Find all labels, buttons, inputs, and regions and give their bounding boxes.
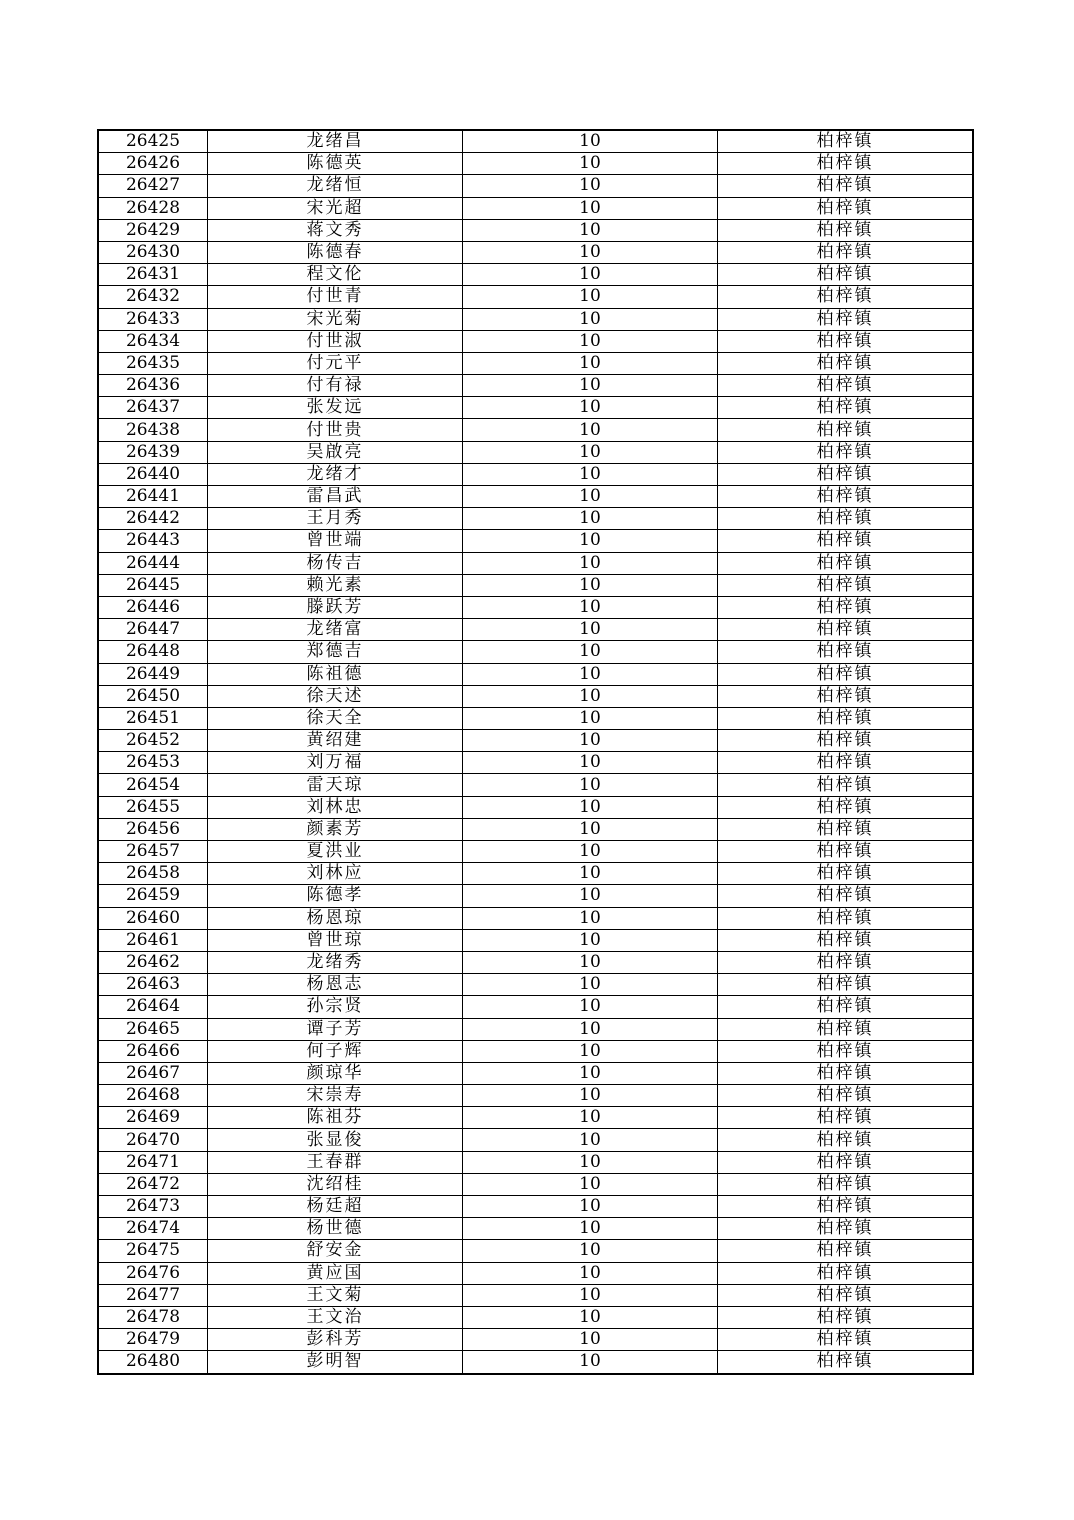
cell-town: 柏梓镇 xyxy=(718,241,974,263)
cell-amount: 10 xyxy=(463,1129,718,1151)
cell-town: 柏梓镇 xyxy=(718,1085,974,1107)
table-row xyxy=(98,153,973,175)
cell-id: 26463 xyxy=(98,974,208,996)
cell-name: 程文伦 xyxy=(208,264,463,286)
cell-id: 26450 xyxy=(98,685,208,707)
cell-name: 滕跃芳 xyxy=(208,596,463,618)
cell-name: 陈祖德 xyxy=(208,663,463,685)
table-row xyxy=(98,264,973,286)
cell-amount: 10 xyxy=(463,308,718,330)
cell-town: 柏梓镇 xyxy=(718,752,974,774)
cell-town: 柏梓镇 xyxy=(718,885,974,907)
cell-id: 26453 xyxy=(98,752,208,774)
cell-name: 曾世端 xyxy=(208,530,463,552)
cell-town: 柏梓镇 xyxy=(718,1107,974,1129)
cell-town: 柏梓镇 xyxy=(718,463,974,485)
table-row xyxy=(98,1218,973,1240)
cell-id: 26456 xyxy=(98,818,208,840)
cell-town: 柏梓镇 xyxy=(718,996,974,1018)
cell-amount: 10 xyxy=(463,752,718,774)
cell-amount: 10 xyxy=(463,1085,718,1107)
table-row xyxy=(98,929,973,951)
cell-id: 26445 xyxy=(98,574,208,596)
cell-name: 付世贵 xyxy=(208,419,463,441)
cell-id: 26465 xyxy=(98,1018,208,1040)
table-row xyxy=(98,286,973,308)
cell-amount: 10 xyxy=(463,1173,718,1195)
cell-id: 26475 xyxy=(98,1240,208,1262)
cell-name: 孙宗贤 xyxy=(208,996,463,1018)
cell-name: 谭子芳 xyxy=(208,1018,463,1040)
table-row xyxy=(98,1196,973,1218)
cell-town: 柏梓镇 xyxy=(718,352,974,374)
cell-amount: 10 xyxy=(463,863,718,885)
cell-town: 柏梓镇 xyxy=(718,641,974,663)
cell-id: 26432 xyxy=(98,286,208,308)
cell-id: 26449 xyxy=(98,663,208,685)
cell-amount: 10 xyxy=(463,1351,718,1374)
cell-name: 郑德吉 xyxy=(208,641,463,663)
cell-id: 26464 xyxy=(98,996,208,1018)
cell-town: 柏梓镇 xyxy=(718,419,974,441)
cell-name: 付世青 xyxy=(208,286,463,308)
cell-name: 张发远 xyxy=(208,397,463,419)
cell-name: 何子辉 xyxy=(208,1040,463,1062)
cell-town: 柏梓镇 xyxy=(718,153,974,175)
table-row xyxy=(98,974,973,996)
cell-amount: 10 xyxy=(463,841,718,863)
cell-town: 柏梓镇 xyxy=(718,1173,974,1195)
table-row xyxy=(98,197,973,219)
table-row xyxy=(98,641,973,663)
cell-name: 陈祖芬 xyxy=(208,1107,463,1129)
cell-town: 柏梓镇 xyxy=(718,596,974,618)
table-row xyxy=(98,1018,973,1040)
cell-amount: 10 xyxy=(463,574,718,596)
table-row xyxy=(98,130,973,153)
cell-id: 26447 xyxy=(98,619,208,641)
table-row xyxy=(98,175,973,197)
cell-name: 曾世琼 xyxy=(208,929,463,951)
cell-town: 柏梓镇 xyxy=(718,907,974,929)
cell-id: 26438 xyxy=(98,419,208,441)
cell-name: 杨廷超 xyxy=(208,1196,463,1218)
cell-town: 柏梓镇 xyxy=(718,441,974,463)
cell-amount: 10 xyxy=(463,1284,718,1306)
cell-amount: 10 xyxy=(463,1040,718,1062)
cell-id: 26479 xyxy=(98,1329,208,1351)
cell-name: 吴啟亮 xyxy=(208,441,463,463)
cell-town: 柏梓镇 xyxy=(718,175,974,197)
cell-amount: 10 xyxy=(463,907,718,929)
cell-name: 杨恩志 xyxy=(208,974,463,996)
cell-name: 龙绪秀 xyxy=(208,951,463,973)
cell-amount: 10 xyxy=(463,419,718,441)
cell-town: 柏梓镇 xyxy=(718,796,974,818)
cell-amount: 10 xyxy=(463,463,718,485)
cell-id: 26441 xyxy=(98,486,208,508)
cell-town: 柏梓镇 xyxy=(718,841,974,863)
cell-name: 赖光素 xyxy=(208,574,463,596)
cell-id: 26431 xyxy=(98,264,208,286)
cell-id: 26435 xyxy=(98,352,208,374)
cell-amount: 10 xyxy=(463,286,718,308)
table-row xyxy=(98,1062,973,1084)
cell-town: 柏梓镇 xyxy=(718,308,974,330)
cell-id: 26440 xyxy=(98,463,208,485)
cell-amount: 10 xyxy=(463,552,718,574)
cell-town: 柏梓镇 xyxy=(718,219,974,241)
cell-id: 26442 xyxy=(98,508,208,530)
cell-amount: 10 xyxy=(463,441,718,463)
cell-amount: 10 xyxy=(463,1262,718,1284)
cell-town: 柏梓镇 xyxy=(718,929,974,951)
table-row xyxy=(98,463,973,485)
cell-id: 26478 xyxy=(98,1306,208,1328)
cell-id: 26462 xyxy=(98,951,208,973)
cell-town: 柏梓镇 xyxy=(718,1218,974,1240)
cell-name: 黄应国 xyxy=(208,1262,463,1284)
cell-id: 26467 xyxy=(98,1062,208,1084)
cell-town: 柏梓镇 xyxy=(718,1351,974,1374)
cell-name: 徐天全 xyxy=(208,707,463,729)
cell-name: 宋光超 xyxy=(208,197,463,219)
table-row xyxy=(98,707,973,729)
table-row xyxy=(98,818,973,840)
table-row xyxy=(98,1351,973,1374)
cell-name: 付有禄 xyxy=(208,375,463,397)
cell-name: 陈德孝 xyxy=(208,885,463,907)
table-row xyxy=(98,486,973,508)
cell-town: 柏梓镇 xyxy=(718,818,974,840)
cell-amount: 10 xyxy=(463,1196,718,1218)
cell-id: 26460 xyxy=(98,907,208,929)
cell-id: 26427 xyxy=(98,175,208,197)
table-row xyxy=(98,441,973,463)
cell-id: 26477 xyxy=(98,1284,208,1306)
cell-town: 柏梓镇 xyxy=(718,951,974,973)
cell-name: 颜素芳 xyxy=(208,818,463,840)
cell-amount: 10 xyxy=(463,264,718,286)
cell-amount: 10 xyxy=(463,707,718,729)
table-row xyxy=(98,508,973,530)
table-row xyxy=(98,774,973,796)
table-row xyxy=(98,330,973,352)
cell-name: 宋崇寿 xyxy=(208,1085,463,1107)
cell-town: 柏梓镇 xyxy=(718,330,974,352)
cell-name: 龙绪恒 xyxy=(208,175,463,197)
cell-name: 陈德春 xyxy=(208,241,463,263)
table-row xyxy=(98,1284,973,1306)
cell-id: 26436 xyxy=(98,375,208,397)
cell-name: 杨恩琼 xyxy=(208,907,463,929)
cell-id: 26461 xyxy=(98,929,208,951)
cell-town: 柏梓镇 xyxy=(718,1329,974,1351)
cell-name: 沈绍桂 xyxy=(208,1173,463,1195)
cell-name: 龙绪富 xyxy=(208,619,463,641)
cell-name: 宋光菊 xyxy=(208,308,463,330)
cell-amount: 10 xyxy=(463,175,718,197)
table-row xyxy=(98,1107,973,1129)
cell-id: 26468 xyxy=(98,1085,208,1107)
cell-amount: 10 xyxy=(463,530,718,552)
cell-amount: 10 xyxy=(463,996,718,1018)
table-row xyxy=(98,885,973,907)
table-row xyxy=(98,996,973,1018)
cell-town: 柏梓镇 xyxy=(718,552,974,574)
table-row xyxy=(98,1329,973,1351)
cell-id: 26434 xyxy=(98,330,208,352)
cell-town: 柏梓镇 xyxy=(718,1062,974,1084)
table-row xyxy=(98,951,973,973)
cell-id: 26470 xyxy=(98,1129,208,1151)
cell-amount: 10 xyxy=(463,1151,718,1173)
cell-town: 柏梓镇 xyxy=(718,530,974,552)
cell-amount: 10 xyxy=(463,1240,718,1262)
cell-amount: 10 xyxy=(463,796,718,818)
cell-id: 26476 xyxy=(98,1262,208,1284)
cell-name: 刘林忠 xyxy=(208,796,463,818)
cell-name: 付元平 xyxy=(208,352,463,374)
cell-id: 26430 xyxy=(98,241,208,263)
cell-id: 26448 xyxy=(98,641,208,663)
cell-id: 26469 xyxy=(98,1107,208,1129)
table-row xyxy=(98,1240,973,1262)
table-row xyxy=(98,219,973,241)
cell-amount: 10 xyxy=(463,951,718,973)
cell-amount: 10 xyxy=(463,130,718,153)
cell-name: 刘万福 xyxy=(208,752,463,774)
cell-name: 刘林应 xyxy=(208,863,463,885)
cell-amount: 10 xyxy=(463,1107,718,1129)
cell-id: 26426 xyxy=(98,153,208,175)
cell-id: 26428 xyxy=(98,197,208,219)
cell-name: 黄绍建 xyxy=(208,730,463,752)
cell-id: 26444 xyxy=(98,552,208,574)
cell-name: 杨世德 xyxy=(208,1218,463,1240)
cell-name: 龙绪昌 xyxy=(208,130,463,153)
table-row xyxy=(98,530,973,552)
cell-town: 柏梓镇 xyxy=(718,1306,974,1328)
cell-town: 柏梓镇 xyxy=(718,974,974,996)
table-row xyxy=(98,241,973,263)
cell-amount: 10 xyxy=(463,885,718,907)
cell-id: 26455 xyxy=(98,796,208,818)
cell-town: 柏梓镇 xyxy=(718,730,974,752)
cell-town: 柏梓镇 xyxy=(718,863,974,885)
cell-town: 柏梓镇 xyxy=(718,1040,974,1062)
cell-id: 26454 xyxy=(98,774,208,796)
table-row xyxy=(98,752,973,774)
cell-amount: 10 xyxy=(463,685,718,707)
table-row xyxy=(98,1306,973,1328)
table-row xyxy=(98,1151,973,1173)
table-row xyxy=(98,552,973,574)
cell-town: 柏梓镇 xyxy=(718,1018,974,1040)
cell-id: 26458 xyxy=(98,863,208,885)
table-row xyxy=(98,574,973,596)
cell-town: 柏梓镇 xyxy=(718,1151,974,1173)
cell-name: 彭科芳 xyxy=(208,1329,463,1351)
cell-name: 付世淑 xyxy=(208,330,463,352)
cell-name: 王月秀 xyxy=(208,508,463,530)
cell-town: 柏梓镇 xyxy=(718,197,974,219)
table-row xyxy=(98,1040,973,1062)
table-row xyxy=(98,619,973,641)
cell-id: 26480 xyxy=(98,1351,208,1374)
cell-id: 26457 xyxy=(98,841,208,863)
table-row xyxy=(98,397,973,419)
cell-amount: 10 xyxy=(463,1018,718,1040)
cell-name: 张显俊 xyxy=(208,1129,463,1151)
cell-id: 26439 xyxy=(98,441,208,463)
cell-id: 26433 xyxy=(98,308,208,330)
cell-amount: 10 xyxy=(463,375,718,397)
cell-name: 雷昌武 xyxy=(208,486,463,508)
cell-amount: 10 xyxy=(463,774,718,796)
cell-town: 柏梓镇 xyxy=(718,1262,974,1284)
cell-amount: 10 xyxy=(463,241,718,263)
cell-id: 26429 xyxy=(98,219,208,241)
cell-town: 柏梓镇 xyxy=(718,286,974,308)
cell-amount: 10 xyxy=(463,153,718,175)
table-row xyxy=(98,685,973,707)
cell-id: 26474 xyxy=(98,1218,208,1240)
cell-town: 柏梓镇 xyxy=(718,1284,974,1306)
cell-amount: 10 xyxy=(463,663,718,685)
cell-amount: 10 xyxy=(463,929,718,951)
cell-id: 26472 xyxy=(98,1173,208,1195)
cell-town: 柏梓镇 xyxy=(718,1196,974,1218)
cell-town: 柏梓镇 xyxy=(718,1129,974,1151)
cell-town: 柏梓镇 xyxy=(718,486,974,508)
cell-id: 26471 xyxy=(98,1151,208,1173)
table-body xyxy=(98,130,973,1374)
cell-id: 26459 xyxy=(98,885,208,907)
cell-id: 26443 xyxy=(98,530,208,552)
cell-id: 26451 xyxy=(98,707,208,729)
cell-id: 26452 xyxy=(98,730,208,752)
cell-amount: 10 xyxy=(463,508,718,530)
cell-town: 柏梓镇 xyxy=(718,508,974,530)
cell-name: 徐天述 xyxy=(208,685,463,707)
cell-town: 柏梓镇 xyxy=(718,663,974,685)
cell-amount: 10 xyxy=(463,619,718,641)
cell-id: 26466 xyxy=(98,1040,208,1062)
cell-town: 柏梓镇 xyxy=(718,1240,974,1262)
cell-town: 柏梓镇 xyxy=(718,774,974,796)
cell-name: 舒安金 xyxy=(208,1240,463,1262)
data-table xyxy=(97,129,974,1375)
table-row xyxy=(98,308,973,330)
cell-town: 柏梓镇 xyxy=(718,574,974,596)
cell-amount: 10 xyxy=(463,730,718,752)
cell-amount: 10 xyxy=(463,1306,718,1328)
cell-town: 柏梓镇 xyxy=(718,685,974,707)
cell-id: 26425 xyxy=(98,130,208,153)
table-row xyxy=(98,352,973,374)
cell-town: 柏梓镇 xyxy=(718,264,974,286)
cell-amount: 10 xyxy=(463,330,718,352)
cell-amount: 10 xyxy=(463,486,718,508)
table-row xyxy=(98,796,973,818)
cell-town: 柏梓镇 xyxy=(718,397,974,419)
cell-amount: 10 xyxy=(463,641,718,663)
cell-amount: 10 xyxy=(463,1218,718,1240)
cell-town: 柏梓镇 xyxy=(718,707,974,729)
cell-town: 柏梓镇 xyxy=(718,619,974,641)
cell-name: 彭明智 xyxy=(208,1351,463,1374)
cell-amount: 10 xyxy=(463,352,718,374)
table-row xyxy=(98,841,973,863)
cell-name: 雷天琼 xyxy=(208,774,463,796)
table-row xyxy=(98,907,973,929)
cell-id: 26446 xyxy=(98,596,208,618)
table-row xyxy=(98,663,973,685)
table-row xyxy=(98,863,973,885)
cell-amount: 10 xyxy=(463,197,718,219)
cell-name: 龙绪才 xyxy=(208,463,463,485)
cell-town: 柏梓镇 xyxy=(718,130,974,153)
table-row xyxy=(98,1085,973,1107)
table-row xyxy=(98,1129,973,1151)
cell-amount: 10 xyxy=(463,818,718,840)
cell-id: 26473 xyxy=(98,1196,208,1218)
cell-name: 蒋文秀 xyxy=(208,219,463,241)
cell-amount: 10 xyxy=(463,974,718,996)
cell-amount: 10 xyxy=(463,1062,718,1084)
table-row xyxy=(98,596,973,618)
table-row xyxy=(98,730,973,752)
cell-name: 夏洪业 xyxy=(208,841,463,863)
cell-town: 柏梓镇 xyxy=(718,375,974,397)
cell-amount: 10 xyxy=(463,596,718,618)
cell-name: 王文治 xyxy=(208,1306,463,1328)
table-row xyxy=(98,419,973,441)
cell-amount: 10 xyxy=(463,219,718,241)
cell-name: 杨传吉 xyxy=(208,552,463,574)
table-row xyxy=(98,375,973,397)
cell-name: 王春群 xyxy=(208,1151,463,1173)
cell-amount: 10 xyxy=(463,397,718,419)
table-row xyxy=(98,1262,973,1284)
cell-name: 王文菊 xyxy=(208,1284,463,1306)
cell-name: 颜琼华 xyxy=(208,1062,463,1084)
table-row xyxy=(98,1173,973,1195)
cell-amount: 10 xyxy=(463,1329,718,1351)
cell-id: 26437 xyxy=(98,397,208,419)
cell-name: 陈德英 xyxy=(208,153,463,175)
